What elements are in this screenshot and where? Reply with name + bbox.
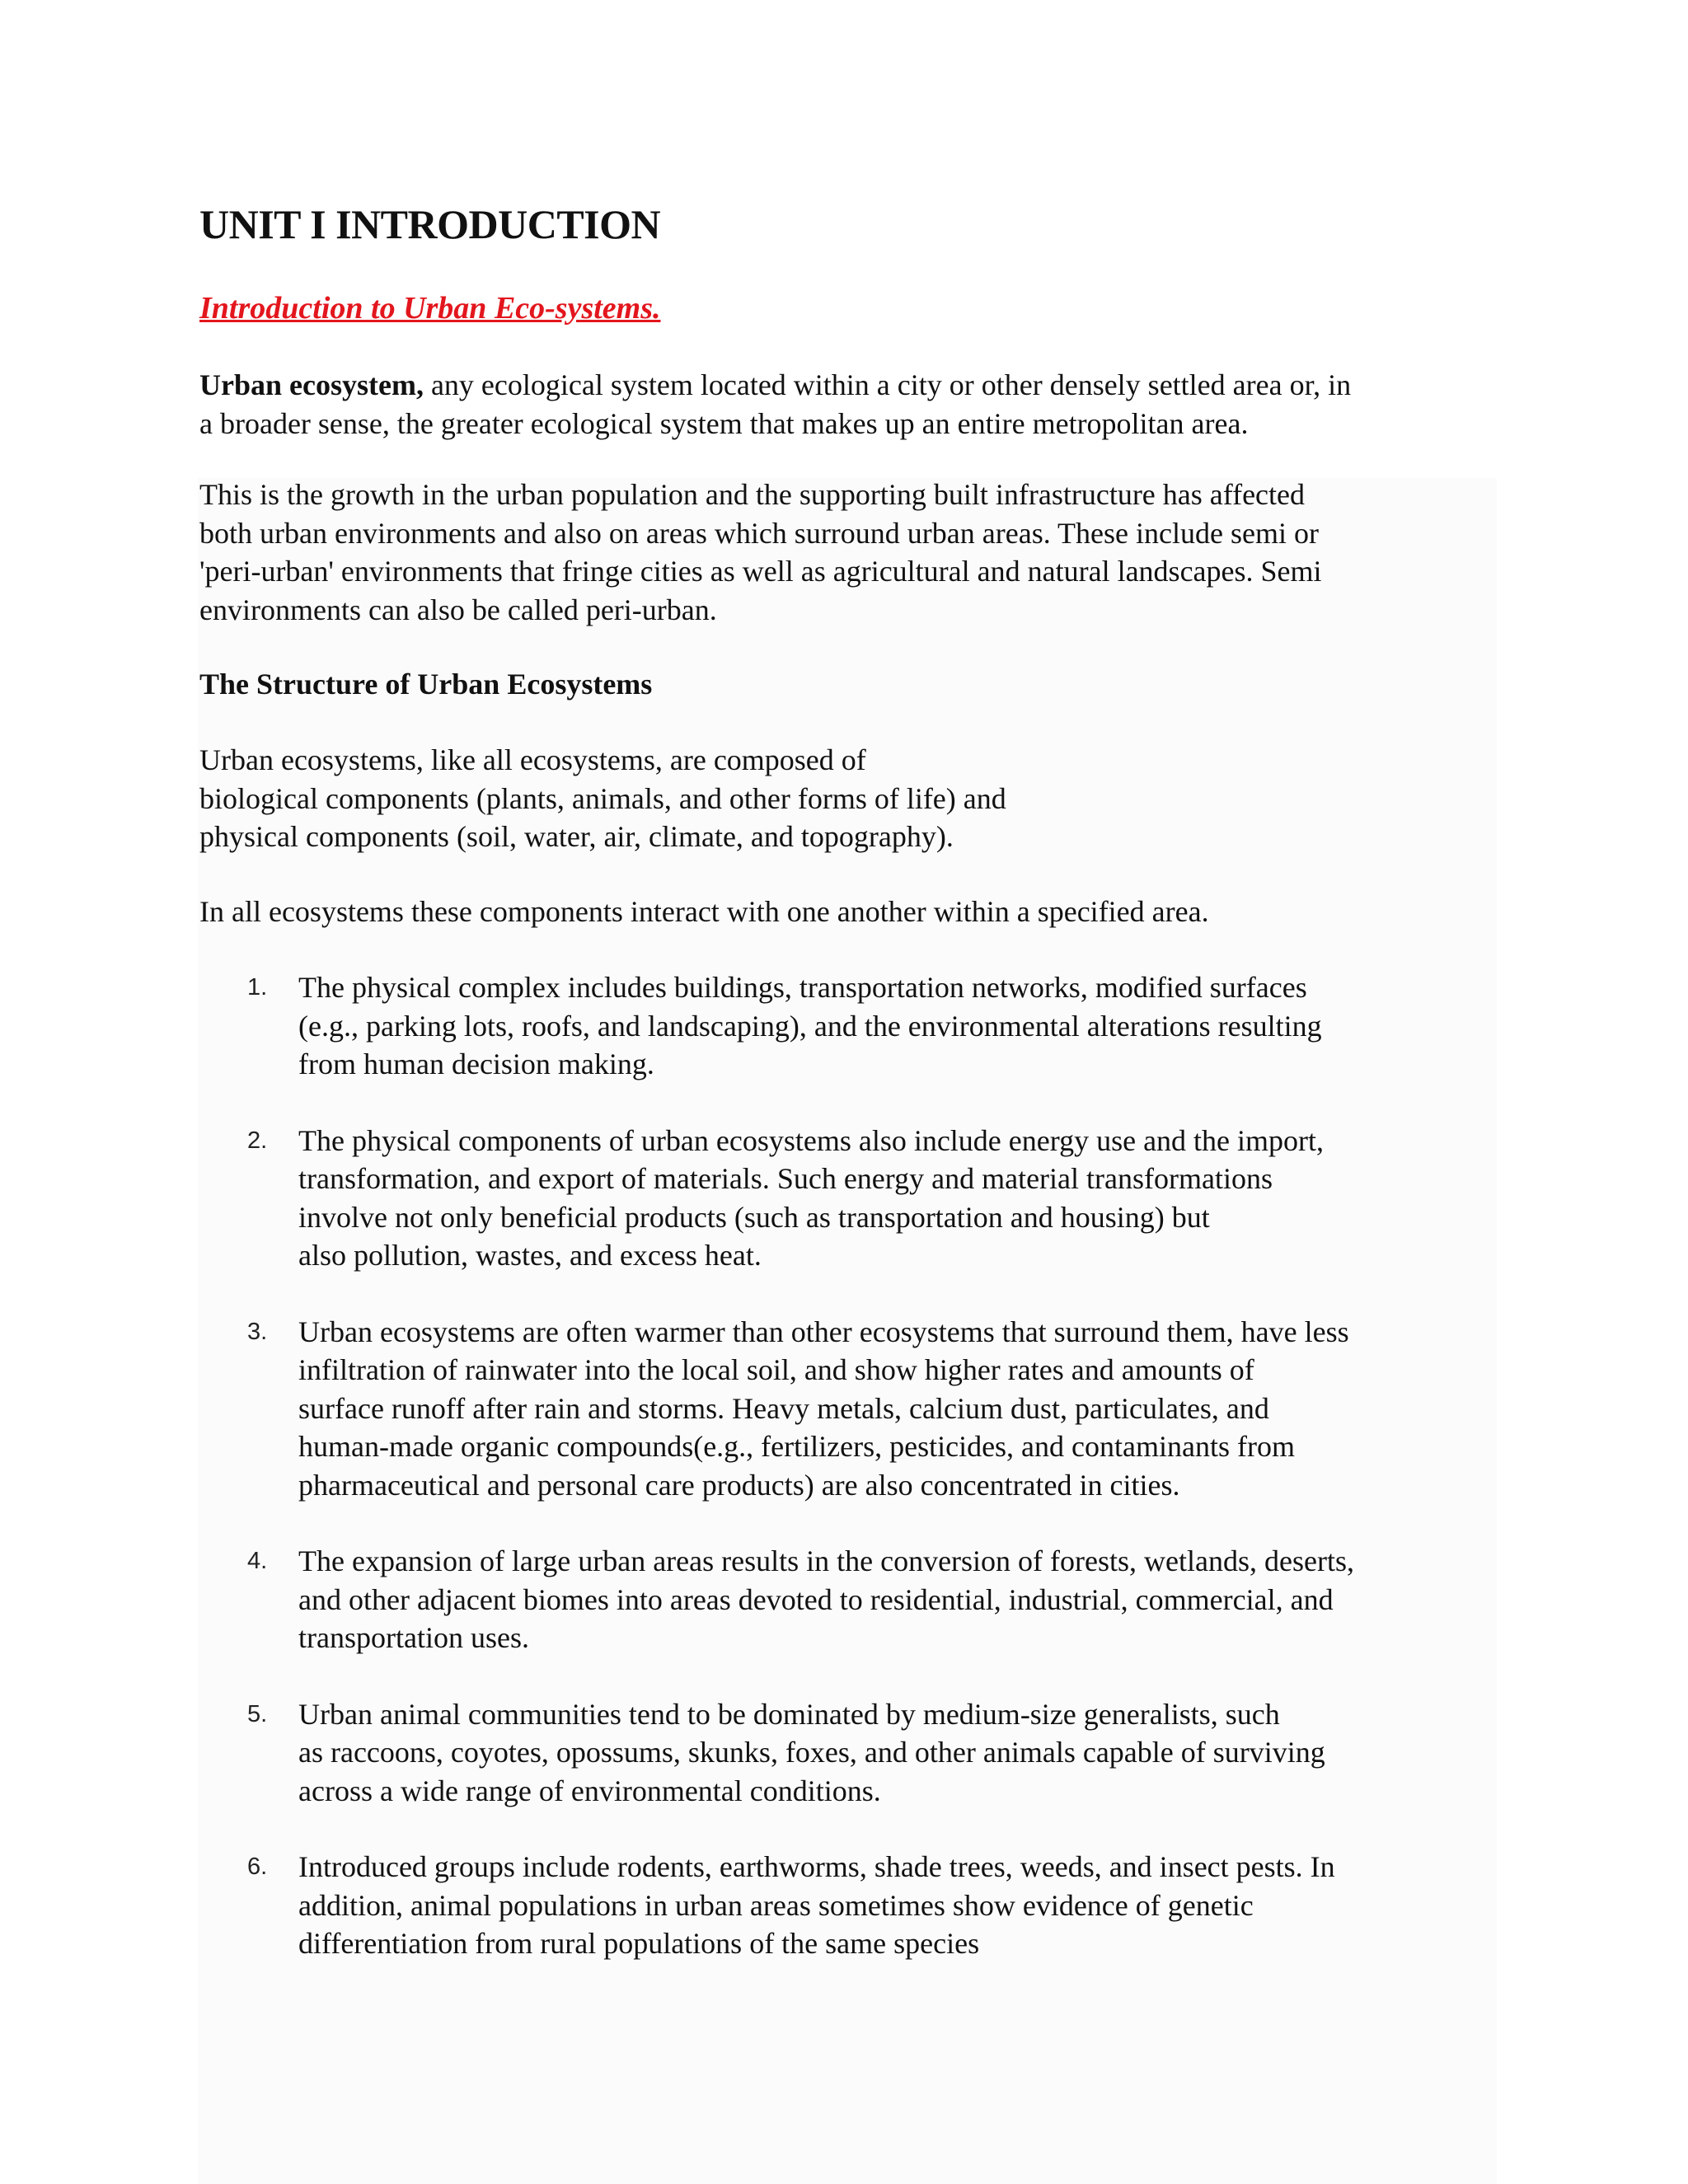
list-item bbox=[199, 1122, 1502, 1275]
list-line: infiltration of rainwater into the local soil, and show higher rates and amounts of bbox=[298, 1353, 1254, 1386]
list-number: 3. bbox=[247, 1318, 268, 1345]
list-line: addition, animal populations in urban areas sometimes show evidence of genetic bbox=[298, 1888, 1254, 1922]
structure-heading: The Structure of Urban Ecosystems bbox=[199, 668, 653, 701]
list-line: Urban ecosystems are often warmer than other ecosystems that surround them, have less bbox=[298, 1315, 1349, 1348]
growth-paragraph bbox=[199, 476, 1502, 629]
growth-line: 'peri-urban' environments that fringe cities as well as agricultural and natural landscapes. Semi bbox=[199, 555, 1322, 588]
list-line: involve not only beneficial products (such as transportation and housing) but bbox=[298, 1200, 1210, 1234]
interaction-paragraph bbox=[199, 893, 1502, 931]
list-line: transformation, and export of materials. Such energy and material transformations bbox=[298, 1162, 1273, 1195]
composition-line: biological components (plants, animals, and other forms of life) and bbox=[199, 781, 1006, 815]
list-item bbox=[199, 1313, 1502, 1505]
list-line: from human decision making. bbox=[298, 1047, 654, 1080]
list-item bbox=[199, 1848, 1502, 1963]
composition-paragraph bbox=[199, 741, 1502, 856]
list-number: 2. bbox=[247, 1127, 268, 1154]
composition-line: Urban ecosystems, like all ecosystems, are composed of bbox=[199, 743, 866, 776]
list-line: and other adjacent biomes into areas devoted to residential, industrial, commercial, and bbox=[298, 1582, 1334, 1616]
interaction-line: In all ecosystems these components interact with one another within a specified area. bbox=[199, 894, 1209, 928]
definition-line-1 bbox=[199, 366, 1502, 405]
list-line: across a wide range of environmental conditions. bbox=[298, 1774, 881, 1807]
list-line: transportation uses. bbox=[298, 1621, 529, 1654]
list-line: differentiation from rural populations of the same species bbox=[298, 1927, 980, 1960]
list-item bbox=[199, 1695, 1502, 1811]
definition-text: any ecological system located within a city or other densely settled area or, in bbox=[423, 368, 1352, 401]
list-number: 5. bbox=[247, 1700, 268, 1727]
ecosystem-list bbox=[199, 968, 1502, 1963]
list-line: Introduced groups include rodents, earthworms, shade trees, weeds, and insect pests. In bbox=[298, 1850, 1335, 1883]
list-number: 6. bbox=[247, 1854, 268, 1880]
list-line: (e.g., parking lots, roofs, and landscaping), and the environmental alterations resulting bbox=[298, 1009, 1322, 1043]
list-line: Urban animal communities tend to be dominated by medium-size generalists, such bbox=[298, 1697, 1280, 1731]
list-line: The physical components of urban ecosystems also include energy use and the import, bbox=[298, 1123, 1325, 1157]
list-line: The physical complex includes buildings, transportation networks, modified surfaces bbox=[298, 971, 1307, 1004]
list-number: 4. bbox=[247, 1548, 268, 1574]
list-line: The expansion of large urban areas results in the conversion of forests, wetlands, deserts, bbox=[298, 1544, 1354, 1577]
definition-paragraph bbox=[199, 366, 1502, 443]
section-subtitle: Introduction to Urban Eco-systems. bbox=[199, 291, 661, 326]
list-line: human-made organic compounds(e.g., fertilizers, pesticides, and contaminants from bbox=[298, 1430, 1295, 1463]
composition-line: physical components (soil, water, air, climate, and topography). bbox=[199, 820, 954, 853]
growth-line: both urban environments and also on areas which surround urban areas. These include semi or bbox=[199, 516, 1319, 550]
list-line: as raccoons, coyotes, opossums, skunks, foxes, and other animals capable of surviving bbox=[298, 1736, 1325, 1769]
unit-title: UNIT I INTRODUCTION bbox=[199, 201, 661, 247]
definition-line-2: a broader sense, the greater ecological system that makes up an entire metropolitan area. bbox=[199, 406, 1249, 440]
list-line: surface runoff after rain and storms. Heavy metals, calcium dust, particulates, and bbox=[298, 1391, 1269, 1425]
growth-line: environments can also be called peri-urban. bbox=[199, 593, 717, 626]
list-line: also pollution, wastes, and excess heat. bbox=[298, 1239, 762, 1272]
list-item bbox=[199, 1542, 1502, 1657]
document-content bbox=[199, 194, 1502, 2001]
growth-line: This is the growth in the urban population and the supporting built infrastructure has affected bbox=[199, 478, 1306, 511]
list-line: pharmaceutical and personal care products) are also concentrated in cities. bbox=[298, 1468, 1180, 1502]
list-item bbox=[199, 968, 1502, 1084]
definition-term: Urban ecosystem, bbox=[199, 368, 424, 401]
list-number: 1. bbox=[247, 974, 268, 1001]
